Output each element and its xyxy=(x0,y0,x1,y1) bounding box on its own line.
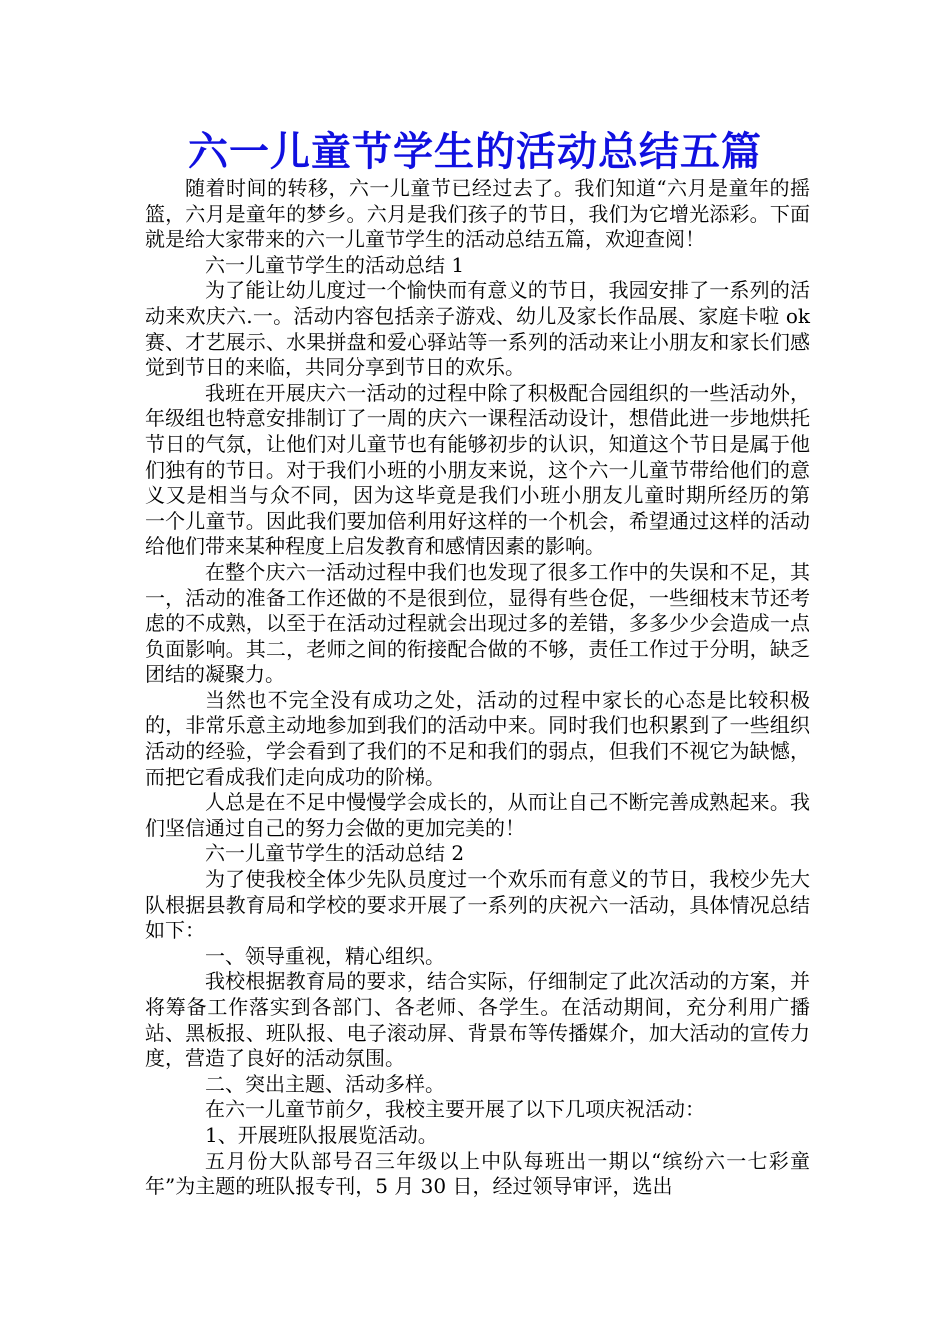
section-heading-2: 六一儿童节学生的活动总结 2 xyxy=(205,841,465,866)
paragraph: 在六一儿童节前夕，我校主要开展了以下几项庆祝活动： xyxy=(205,1097,705,1122)
section-heading-1: 六一儿童节学生的活动总结 1 xyxy=(205,252,465,277)
paragraph: 人总是在不足中慢慢学会成长的，从而让自己不断完善成熟起来。我们坚信通过自己的努力会做的更加完美的！ xyxy=(145,790,810,840)
list-item: 1、开展班队报展览活动。 xyxy=(205,1122,438,1147)
paragraph: 我校根据教育局的要求，结合实际，仔细制定了此次活动的方案，并将筹备工作落实到各部门、各老师、各学生。在活动期间，充分利用广播站、黑板报、班队报、电子滚动屏、背景布等传播媒介，加大活动的宣传力度，营造了良好的活动氛围。 xyxy=(145,969,810,1071)
intro-paragraph: 随着时间的转移，六一儿童节已经过去了。我们知道“六月是童年的摇篮，六月是童年的梦乡。六月是我们孩子的节日，我们为它增光添彩。下面就是给大家带来的六一儿童节学生的活动总结五篇，欢迎查阅！ xyxy=(145,176,810,252)
paragraph: 为了能让幼儿度过一个愉快而有意义的节日，我园安排了一系列的活动来欢庆六.一。活动内容包括亲子游戏、幼儿及家长作品展、家庭卡啦 ok 赛、才艺展示、水果拼盘和爱心驿站等一系列的活动来让小朋友和家长们感觉到节日的来临，共同分享到节日的欢乐。 xyxy=(145,278,810,380)
paragraph: 我班在开展庆六一活动的过程中除了积极配合园组织的一些活动外，年级组也特意安排制订了一周的庆六一课程活动设计，想借此进一步地烘托节日的气氛，让他们对儿童节也有能够初步的认识，知道这个节日是属于他们独有的节日。对于我们小班的小朋友来说，这个六一儿童节带给他们的意义又是相当与众不同，因为这毕竟是我们小班小朋友儿童时期所经历的第 一个儿童节。因此我们要加倍利用好这样的一个机会，希望通过这样的活动给他们带来某种程度上启发教育和感情因素的影响。 xyxy=(145,380,810,559)
document-body xyxy=(145,176,810,1200)
list-heading: 一、领导重视，精心组织。 xyxy=(205,943,445,968)
paragraph: 当然也不完全没有成功之处，活动的过程中家长的心态是比较积极的，非常乐意主动地参加到我们的活动中来。同时我们也积累到了一些组织活动的经验，学会看到了我们的不足和我们的弱点，但我们不视它为缺憾，而把它看成我们走向成功的阶梯。 xyxy=(145,687,810,789)
paragraph: 在整个庆六一活动过程中我们也发现了很多工作中的失误和不足，其一，活动的准备工作还做的不是很到位，显得有些仓促，一些细枝末节还考虑的不成熟，以至于在活动过程就会出现过多的差错，多多少少会造成一点负面影响。其二，老师之间的衔接配合做的不够，责任工作过于分明，缺乏团结的凝聚力。 xyxy=(145,559,810,687)
document-title: 六一儿童节学生的活动总结五篇 xyxy=(188,129,762,175)
paragraph: 五月份大队部号召三年级以上中队每班出一期以“缤纷六一七彩童年”为主题的班队报专刊，5 月 30 日，经过领导审评，选出 xyxy=(145,1148,810,1199)
list-heading: 二、突出主题、活动多样。 xyxy=(205,1071,445,1096)
paragraph: 为了使我校全体少先队员度过一个欢乐而有意义的节日，我校少先大队根据县教育局和学校的要求开展了一系列的庆祝六一活动，具体情况总结如下： xyxy=(145,867,810,943)
